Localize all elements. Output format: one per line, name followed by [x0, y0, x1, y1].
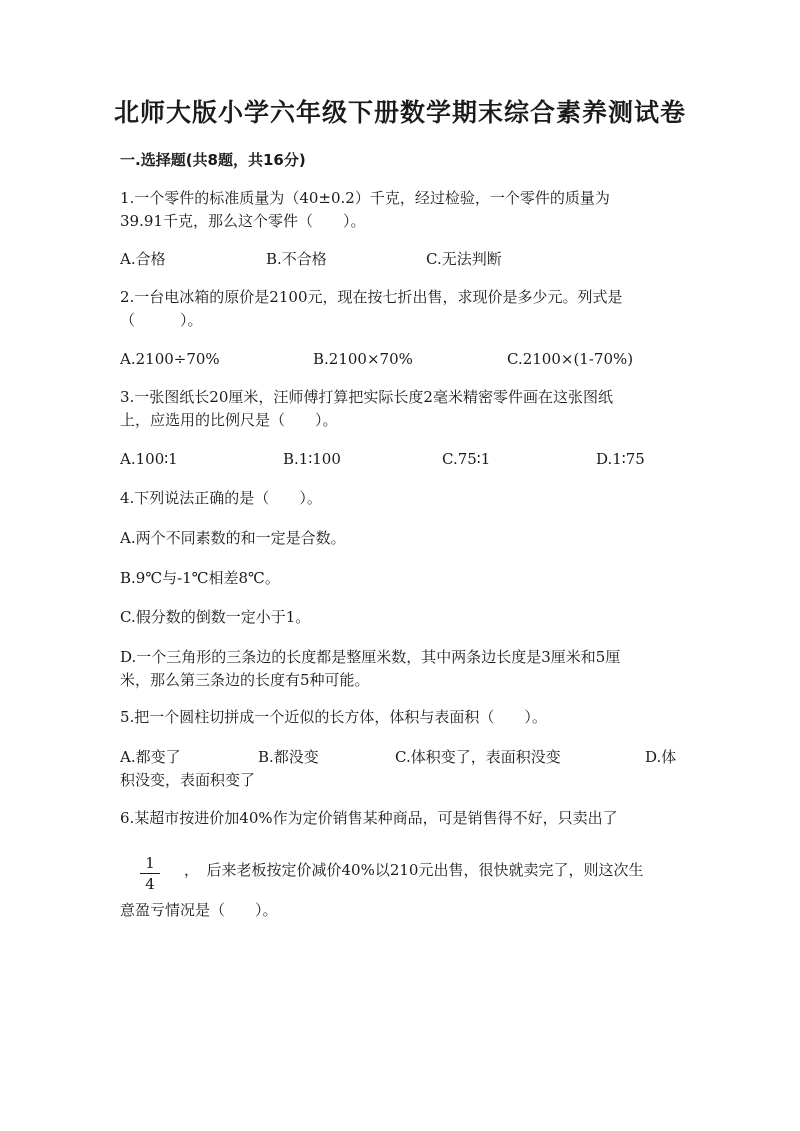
question-4-text: 4.下列说法正确的是（ ）。 [120, 489, 322, 507]
question-6-text-cont: ， 后来老板按定价减价40%以210元出售，很快就卖完了，则这次生 [184, 861, 644, 879]
question-3-text: 3.一张图纸长20厘米，汪师傅打算把实际长度2毫米精密零件画在这张图纸 [120, 388, 613, 406]
fraction-denominator: 4 [145, 875, 155, 893]
fraction-numerator: 1 [140, 854, 160, 874]
question-4-option-c[interactable]: C.假分数的倒数一定小于1。 [120, 608, 311, 626]
question-3-option-b[interactable]: B.1∶100 [283, 450, 341, 468]
question-4-option-d-cont: 米，那么第三条边的长度有5种可能。 [120, 671, 370, 689]
question-4-option-a[interactable]: A.两个不同素数的和一定是合数。 [120, 529, 346, 547]
question-2-option-a[interactable]: A.2100÷70% [120, 350, 220, 368]
question-1-text-cont: 39.91千克，那么这个零件（ ）。 [120, 212, 366, 230]
question-1-option-c[interactable]: C.无法判断 [426, 250, 502, 268]
question-2-option-b[interactable]: B.2100×70% [313, 350, 413, 368]
question-6-text: 6.某超市按进价加40%作为定价销售某种商品，可是销售得不好，只卖出了 [120, 809, 618, 827]
fraction-one-quarter [140, 854, 160, 893]
question-2-option-c[interactable]: C.2100×(1-70%) [507, 350, 634, 368]
question-5-option-d[interactable]: D.体 [645, 748, 677, 766]
question-5-option-b[interactable]: B.都没变 [258, 748, 319, 766]
question-3-text-cont: 上，应选用的比例尺是（ ）。 [120, 411, 338, 429]
question-6-text-end: 意盈亏情况是（ ）。 [120, 901, 278, 919]
question-2-text: 2.一台电冰箱的原价是2100元，现在按七折出售，求现价是多少元。列式是 [120, 288, 623, 306]
question-5-text: 5.把一个圆柱切拼成一个近似的长方体，体积与表面积（ ）。 [120, 708, 547, 726]
section-heading: 一.选择题(共8题，共16分) [120, 151, 306, 169]
question-1-option-b[interactable]: B.不合格 [266, 250, 327, 268]
page-title: 北师大版小学六年级下册数学期末综合素养测试卷 [113, 98, 686, 127]
question-5-option-a[interactable]: A.都变了 [120, 748, 181, 766]
question-3-option-c[interactable]: C.75∶1 [442, 450, 491, 468]
question-4-option-d[interactable]: D.一个三角形的三条边的长度都是整厘米数，其中两条边长度是3厘米和5厘 [120, 648, 621, 666]
question-3-option-a[interactable]: A.100∶1 [120, 450, 178, 468]
question-4-option-b[interactable]: B.9℃与-1℃相差8℃。 [120, 569, 280, 587]
question-2-text-cont: （ ）。 [120, 311, 203, 329]
question-3-option-d[interactable]: D.1∶75 [596, 450, 645, 468]
question-1-option-a[interactable]: A.合格 [120, 250, 166, 268]
question-1-text: 1.一个零件的标准质量为（40±0.2）千克，经过检验，一个零件的质量为 [120, 189, 610, 207]
question-5-option-c[interactable]: C.体积变了，表面积没变 [395, 748, 561, 766]
question-5-option-d-cont: 积没变，表面积变了 [120, 771, 256, 789]
